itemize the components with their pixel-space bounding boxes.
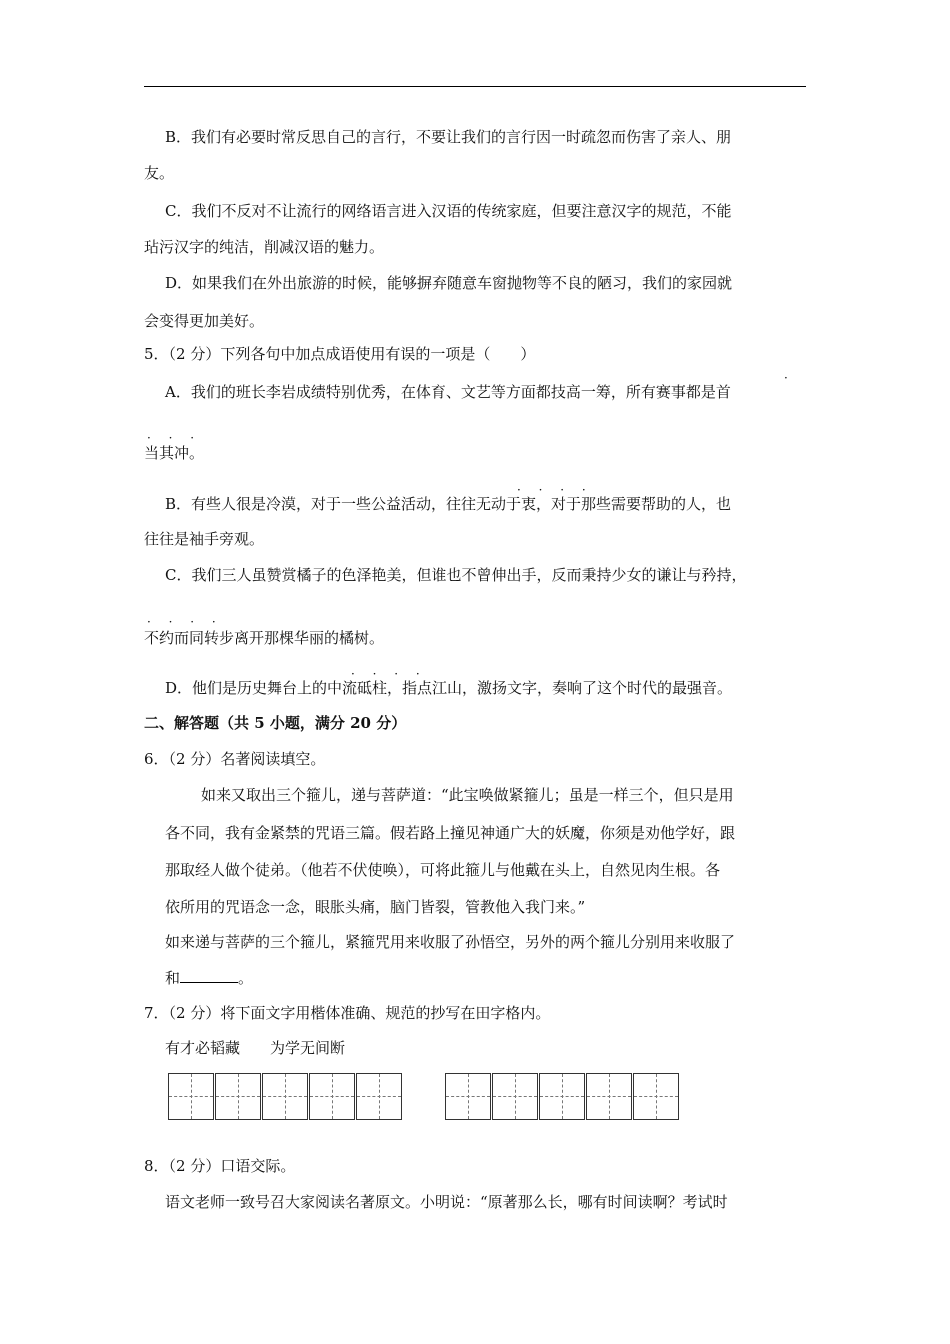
tianzige-cell[interactable]	[168, 1073, 214, 1120]
tianzige-grid-2	[445, 1073, 680, 1120]
q5-option-a-line-2: 当其冲。	[144, 444, 205, 462]
question-8: 8．（2 分）口语交际。	[144, 1157, 296, 1175]
q5-option-b-line-1: B．有些人很是冷漠，对于一些公益活动，往往无动于衷，对于那些需要帮助的人，也	[165, 495, 732, 513]
question-7: 7．（2 分）将下面文字用楷体准确、规范的抄写在田字格内。	[144, 1004, 551, 1022]
option-d-line-1: D．如果我们在外出旅游的时候，能够摒弃随意车窗抛物等不良的陋习，我们的家园就	[165, 274, 733, 292]
tianzige-cell[interactable]	[309, 1073, 355, 1120]
q6-answer-line	[165, 968, 253, 988]
tianzige-cell[interactable]	[356, 1073, 402, 1120]
header-rule	[144, 86, 806, 87]
tianzige-cell[interactable]	[586, 1073, 632, 1120]
emphasis-dots-c: · · · ·	[147, 615, 223, 629]
option-c-line-1: C．我们不反对不让流行的网络语言进入汉语的传统家庭，但要注意汉字的规范，不能	[165, 202, 732, 220]
q6-prompt: 如来递与菩萨的三个箍儿，紧箍咒用来收服了孙悟空，另外的两个箍儿分别用来收服了	[165, 933, 736, 951]
tianzige-grid-1	[168, 1073, 403, 1120]
tianzige-cell[interactable]	[262, 1073, 308, 1120]
emphasis-dots-a-top: ·	[784, 371, 795, 385]
q5-option-c-line-1: C．我们三人虽赞赏橘子的色泽艳美，但谁也不曾伸出手，反而秉持少女的谦让与矜持，	[165, 566, 747, 584]
emphasis-dots-d: · · · ·	[351, 667, 427, 681]
section-2-heading: 二、解答题（共 5 小题，满分 20 分）	[144, 714, 407, 732]
answer-blank[interactable]	[180, 968, 238, 983]
option-d-line-2: 会变得更加美好。	[144, 312, 265, 330]
option-c-line-2: 玷污汉字的纯洁，削减汉语的魅力。	[144, 238, 385, 256]
q5-option-c-line-2: 不约而同转步离开那棵华丽的橘树。	[144, 629, 385, 647]
q7-copy-text: 有才必韬藏 为学无间断	[165, 1039, 346, 1057]
q6-label-and: 和	[165, 969, 181, 987]
question-5: 5．（2 分）下列各句中加点成语使用有误的一项是（ ）	[144, 345, 536, 363]
passage-line-1: 如来又取出三个箍儿，递与菩萨道：“此宝唤做紧箍儿；虽是一样三个，但只是用	[201, 786, 734, 804]
tianzige-cell[interactable]	[492, 1073, 538, 1120]
q5-option-b-line-2: 往往是袖手旁观。	[144, 530, 265, 548]
option-b-line-2: 友。	[144, 164, 175, 182]
emphasis-dots-b: · · · ·	[517, 483, 593, 497]
q6-period: 。	[238, 969, 254, 987]
tianzige-cell[interactable]	[633, 1073, 679, 1120]
tianzige-cell[interactable]	[539, 1073, 585, 1120]
q8-passage-line-1: 语文老师一致号召大家阅读名著原文。小明说：“原著那么长，哪有时间读啊？考试时	[165, 1193, 728, 1211]
tianzige-cell[interactable]	[445, 1073, 491, 1120]
q5-option-a-line-1: A．我们的班长李岩成绩特别优秀，在体育、文艺等方面都技高一筹，所有赛事都是首	[165, 383, 731, 401]
passage-line-4: 依所用的咒语念一念，眼胀头痛，脑门皆裂，管教他入我门来。”	[165, 898, 586, 916]
q5-option-d: D．他们是历史舞台上的中流砥柱，指点江山，激扬文字，奏响了这个时代的最强音。	[165, 679, 733, 697]
question-6: 6．（2 分）名著阅读填空。	[144, 750, 326, 768]
passage-line-2: 各不同，我有金紧禁的咒语三篇。假若路上撞见神通广大的妖魔，你须是劝他学好，跟	[165, 824, 736, 842]
tianzige-cell[interactable]	[215, 1073, 261, 1120]
passage-line-3: 那取经人做个徒弟。（他若不伏使唤），可将此箍儿与他戴在头上，自然见肉生根。各	[165, 861, 721, 879]
emphasis-dots-a-bottom: · · ·	[147, 431, 202, 445]
option-b-line-1: B．我们有必要时常反思自己的言行，不要让我们的言行因一时疏忽而伤害了亲人、朋	[165, 128, 732, 146]
